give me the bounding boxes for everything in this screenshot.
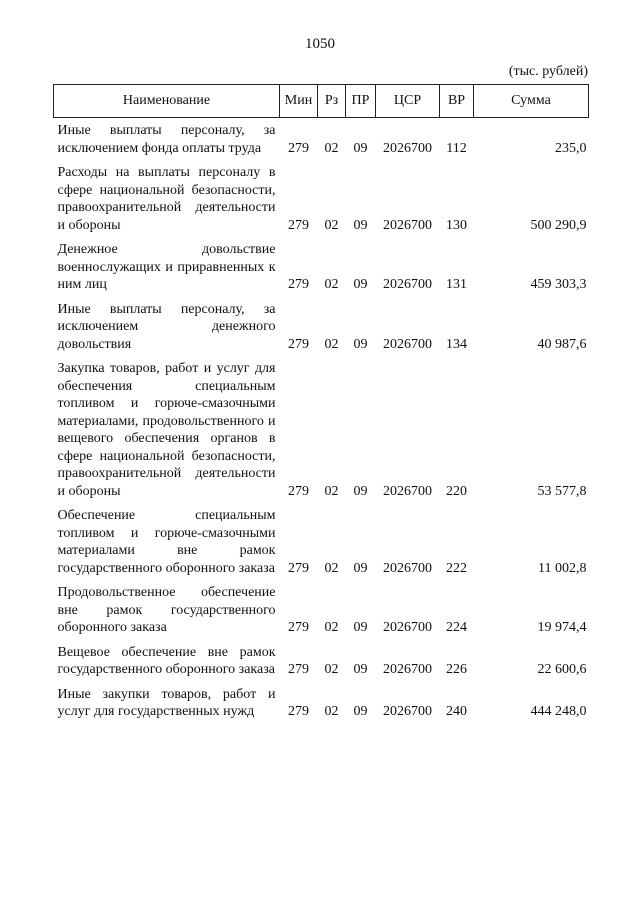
row-rz: 02: [324, 217, 339, 233]
header-rz: Рз: [318, 85, 346, 118]
budget-table: [53, 84, 589, 724]
table-row: [54, 580, 589, 640]
row-vr: 112: [446, 140, 467, 156]
row-pr: 09: [353, 620, 368, 635]
header-name: Наименование: [54, 85, 280, 118]
row-rz: 02: [324, 140, 339, 156]
header-vr: ВР: [440, 85, 474, 118]
header-sum: Сумма: [474, 85, 589, 118]
row-sum: 11 002,8: [538, 560, 587, 576]
table-row: [54, 356, 589, 503]
row-csr: 2026700: [383, 336, 432, 352]
row-min: 279: [288, 662, 309, 677]
row-name: Иные выплаты персоналу, за исключением денежного довольствия: [57, 301, 276, 352]
header-min: Мин: [280, 85, 318, 118]
row-min: 279: [288, 704, 309, 719]
row-sum: 444 248,0: [530, 704, 587, 719]
row-vr: 240: [446, 704, 467, 719]
header-pr: ПР: [346, 85, 376, 118]
row-sum: 459 303,3: [530, 277, 587, 292]
row-min: 279: [288, 483, 309, 499]
row-name: Иные закупки товаров, работ и услуг для государственных нужд: [57, 686, 276, 719]
row-csr: 2026700: [383, 140, 432, 156]
row-rz: 02: [324, 336, 339, 352]
row-sum: 500 290,9: [530, 217, 587, 233]
table-row: [54, 160, 589, 237]
row-csr: 2026700: [383, 277, 432, 292]
row-name: Закупка товаров, работ и услуг для обеспечения специальным топливом и горюче-смазочными материалами, продовольственного и вещевого обеспечения органов в сфере национальной безопасности, правоохранительной деятельности и обороны: [57, 361, 276, 499]
row-rz: 02: [324, 662, 339, 677]
row-csr: 2026700: [383, 704, 432, 719]
row-csr: 2026700: [383, 560, 432, 576]
row-min: 279: [288, 140, 309, 156]
row-vr: 224: [446, 620, 467, 635]
row-min: 279: [288, 277, 309, 292]
table-row: [54, 118, 589, 161]
row-csr: 2026700: [383, 662, 432, 677]
table-row: [54, 297, 589, 357]
row-vr: 131: [446, 277, 467, 292]
row-name: Денежное довольствие военнослужащих и приравненных к ним лиц: [57, 242, 276, 292]
header-csr: ЦСР: [376, 85, 440, 118]
row-rz: 02: [324, 704, 339, 719]
row-sum: 19 974,4: [537, 620, 587, 635]
row-min: 279: [288, 560, 309, 576]
row-pr: 09: [353, 277, 368, 292]
row-pr: 09: [353, 662, 368, 677]
unit-note: (тыс. рублей): [508, 64, 588, 79]
row-vr: 226: [446, 662, 467, 677]
row-min: 279: [288, 217, 309, 233]
row-min: 279: [288, 620, 309, 635]
row-sum: 53 577,8: [537, 483, 587, 499]
row-pr: 09: [353, 336, 368, 352]
row-name: Продовольственное обеспечение вне рамок государственного оборонного заказа: [57, 585, 276, 635]
row-vr: 222: [446, 560, 467, 576]
table-row: [54, 682, 589, 724]
row-pr: 09: [353, 704, 368, 719]
row-csr: 2026700: [383, 217, 432, 233]
row-sum: 22 600,6: [537, 662, 587, 677]
row-sum: 40 987,6: [537, 336, 587, 352]
row-rz: 02: [324, 560, 339, 576]
row-csr: 2026700: [383, 620, 432, 635]
table-row: [54, 237, 589, 297]
row-vr: 220: [446, 483, 467, 499]
row-rz: 02: [324, 483, 339, 499]
row-pr: 09: [353, 560, 368, 576]
row-vr: 134: [446, 336, 467, 352]
row-name: Обеспечение специальным топливом и горюче-смазочными материалами вне рамок государственного оборонного заказа: [57, 508, 276, 576]
table-row: [54, 503, 589, 580]
row-rz: 02: [324, 277, 339, 292]
row-sum: 235,0: [555, 140, 587, 156]
table-header-row: [54, 85, 589, 118]
row-pr: 09: [353, 483, 368, 499]
row-name: Вещевое обеспечение вне рамок государственного оборонного заказа: [57, 644, 276, 677]
row-csr: 2026700: [383, 483, 432, 499]
row-min: 279: [288, 336, 309, 352]
page-number: 1050: [305, 36, 335, 52]
row-name: Расходы на выплаты персоналу в сфере национальной безопасности, правоохранительной деятельности и обороны: [57, 165, 276, 233]
row-rz: 02: [324, 620, 339, 635]
table-row: [54, 640, 589, 682]
row-vr: 130: [446, 217, 467, 233]
row-pr: 09: [353, 140, 368, 156]
row-name: Иные выплаты персоналу, за исключением фонда оплаты труда: [57, 123, 276, 156]
row-pr: 09: [353, 217, 368, 233]
